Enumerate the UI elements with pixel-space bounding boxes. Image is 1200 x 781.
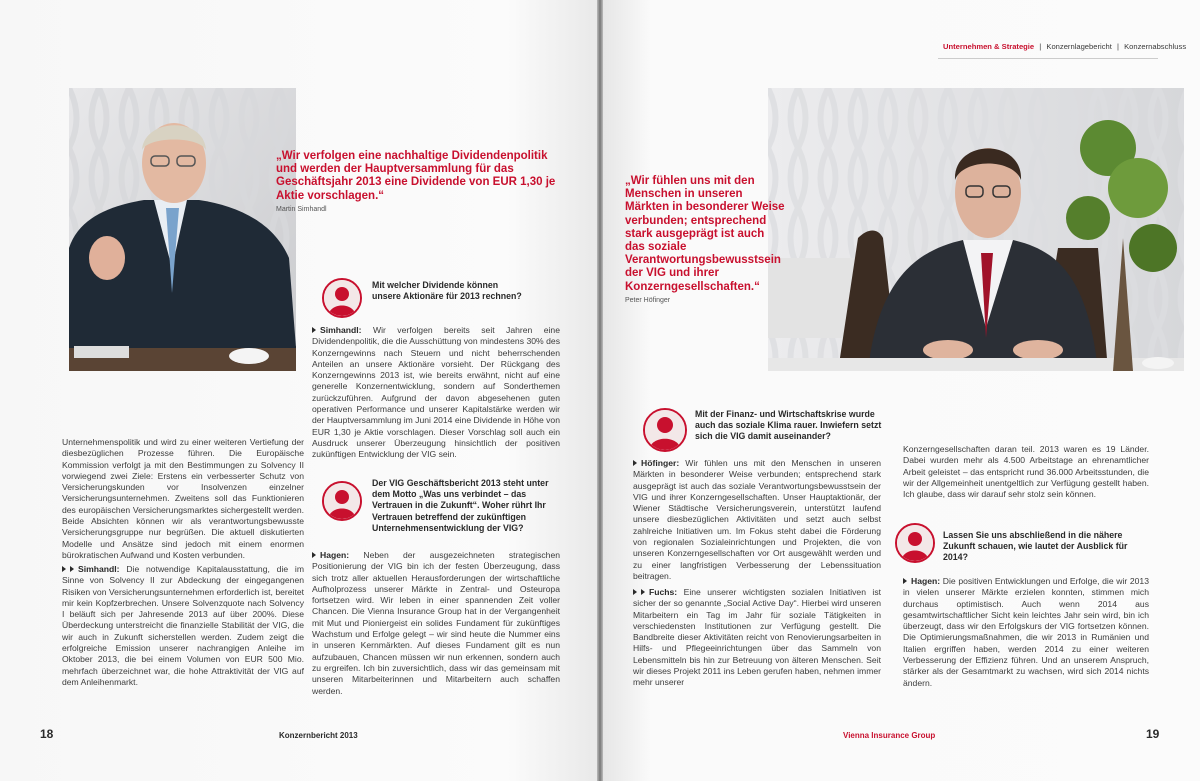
nav-rule <box>938 58 1158 59</box>
page-number: 19 <box>1146 727 1160 741</box>
page-number: 18 <box>40 727 54 741</box>
answer-simhandl-dividend <box>312 325 560 461</box>
question-trust: Der VIG Geschäftsbericht 2013 steht unter dem Motto „Was uns verbindet – das Vertrauen in die Zukunft“. Woher rührt Ihr Vertrauen betreffend der zukünftigen Unternehmensentwicklung der VIG? <box>372 478 549 533</box>
speaker-name: Simhandl: <box>320 325 362 335</box>
photo-martin-simhandl <box>69 88 296 371</box>
avatar-interviewer <box>322 278 362 318</box>
section-nav <box>943 42 1186 51</box>
answer-hoefinger-social <box>633 458 881 582</box>
question-social-climate: Mit der Finanz- und Wirtschaftskrise wurde auch das soziale Klima rauer. Inwiefern setzt sich die VIG damit auseinander? <box>695 409 882 442</box>
nav-item-statement[interactable]: Konzernabschluss <box>1124 42 1187 51</box>
answer-text: Wir verfolgen bereits seit Jahren eine Dividendenpolitik, die die Ausschüttung von mindestens 30% des Konzerngewinns nach Steuern und nicht beherrschenden Anteilen an unsere Aktionäre vorsieht. Der Rückgang des Konzerngewinns 2013 ist, wie bereits erwähnt, nicht auf eine generelle Konzernentwicklung, sondern auf Sonderthemen zurückzuführen. Aufgrund der davon abgesehenen guten operativen Performance und unserer Kapitalstärke werden wir der Hauptversammlung im Juni 2014 eine Dividende in Höhe von EUR 1,30 je Aktie vorschlagen. Dieser Vorschlag soll auch ein Ausdruck unserer Überzeugung hinsichtlich der positiven zukünftigen Entwicklung der VIG sein. <box>312 325 560 460</box>
nav-item-report[interactable]: Konzernlagebericht <box>1046 42 1112 51</box>
question-outlook-2014: Lassen Sie uns abschließend in die nähere Zukunft schauen, wie lautet der Ausblick für 2014? <box>943 530 1128 563</box>
avatar-interviewer-2 <box>895 523 935 563</box>
answer-hagen-trust <box>312 550 560 697</box>
bullet-arrow-icon <box>633 460 637 466</box>
pull-quote: „Wir fühlen uns mit den Menschen in unseren Märkten in besonderer Weise verbunden; entsprechend stark ausgeprägt ist auch das soziale Verantwortungsbewusstsein der VIG und ihrer Konzerngesellschaften.“ <box>625 175 785 293</box>
answer-fuchs-social <box>633 587 881 689</box>
speaker-name: Hagen: <box>320 550 350 560</box>
answer-text: Wir fühlen uns mit den Menschen in unseren Märkten in besonderer Weise verbunden; entsprechend stark ausgeprägt ist auch das soziale Verantwortungsbewusstsein der VIG und ihrer Konzerngesellschaften. Unser Hauptaktionär, der Wiener Städtische Versicherungsverein, unterstützt laufend unsere diesbezüglichen Aktivitäten und setzt auch selbst zahlreiche Initiativen um. Im Fokus steht dabei die Förderung von regionalen Sozialeinrichtungen und Projekten, die von unseren Konzerngesellschaften vor Ort ausgewählt werden und zu einer langfristigen Verbesserung der Lebenssituation beitragen. <box>633 458 881 581</box>
answer-text: Eine unserer wichtigsten sozialen Initiativen ist sicher der so genannte „Social Active Day“. Hierbei wird unseren Mitarbeitern ein Tag im Jahr für soziale Tätigkeiten in verschiedensten Institutionen zur Verfügung gestellt. Die Bandbreite dieser Aktivitäten reicht von Renovierungsarbeiten in Hilfs- und Pflegeeinrichtungen über das Sammeln von Lebensmitteln bis hin zur Betreuung von älteren Menschen. Seit wir dieses Projekt 2011 ins Leben gerufen haben, nehmen immer mehr unserer <box>633 587 882 688</box>
column-text-solvency <box>62 437 304 561</box>
bullet-arrow-icon <box>312 552 316 558</box>
left-page <box>0 0 597 781</box>
bullet-arrow-icon <box>903 578 907 584</box>
quote-block-hoefinger <box>625 175 785 304</box>
answer-text: Die positiven Entwicklungen und Erfolge, die wir 2013 in vielen unserer Märkte erzielen konnten, stimmen mich durchaus optimistisch. Auch wenn 2014 aus gesamtwirtschaftlicher Sicht kein leichtes Jahr sein wird, bin ich überzeugt, dass wir den Erfolgskurs der VIG fortsetzen können. Die Optimierungsmaßnahmen, die wir 2013 in Rumänien und Italien ergriffen haben, werden 2014 zu einer weiteren Verbesserung der Effizienz führen. Und an unserem Anspruch, stärker als der Gesamtmarkt zu wachsen, wird sich 2014 nichts ändern. <box>903 576 1149 688</box>
nav-separator: | <box>1039 42 1042 51</box>
avatar-interviewer-2 <box>322 481 362 521</box>
bullet-arrow-icon <box>633 589 637 595</box>
body-text: Konzerngesellschaften daran teil. 2013 waren es 19 Länder. Dabei wurden mehr als 4.500 Arbeitstage an ehrenamtlicher Arbeit geleistet – das entspricht rund 36.000 Arbeitsstunden, die wir der Allgemeinheit unentgeltlich zur Verfügung gestellt haben. Ich glaube, dass wir darauf sehr stolz sein können. <box>903 444 1149 500</box>
bullet-arrow-icon <box>62 566 66 572</box>
speaker-name: Hagen: <box>911 576 941 586</box>
quote-block-simhandl <box>276 150 566 213</box>
bullet-arrow-icon <box>70 566 74 572</box>
speaker-name: Simhandl: <box>78 564 120 574</box>
quote-author: Peter Höfinger <box>625 296 671 304</box>
photo-peter-hoefinger <box>768 88 1184 371</box>
question-dividend: Mit welcher Dividende können unsere Aktionäre für 2013 rechnen? <box>372 280 522 302</box>
bullet-arrow-icon <box>641 589 645 595</box>
quote-author: Martin Simhandl <box>276 205 327 213</box>
answer-simhandl-solvency <box>62 564 304 688</box>
pull-quote: „Wir verfolgen eine nachhaltige Dividendenpolitik und werden der Hauptversammlung für das Geschäftsjahr 2013 eine Dividende von EUR 1,30 je Aktie vorschlagen.“ <box>276 150 556 202</box>
answer-text: Die notwendige Kapitalausstattung, die im Sinne von Solvency II zur Abdeckung der eingegangenen Risiken von Versicherungsunternehmen erforderlich ist, bereitet mir kein Kopfzerbrechen. Unsere Solvenzquote nach Solvency I beläuft sich per Jahresende 2013 auf über 200%. Diese Überdeckung unterstreicht die finanzielle Stabilität der VIG, die wir auch in Zukunft sicherstellen werden. Zudem zeigt die erfolgreiche Emission unserer nachrangigen Anleihe im Oktober 2013, die bei einem Volumen von EUR 500 Mio. mehrfach überzeichnet war, die hohe Attraktivität der VIG auf dem Anleihenmarkt. <box>62 564 304 687</box>
footer-title: Konzernbericht 2013 <box>279 731 358 740</box>
avatar-interviewer <box>643 408 687 452</box>
bullet-arrow-icon <box>312 327 316 333</box>
speaker-name: Fuchs: <box>649 587 678 597</box>
nav-separator: | <box>1116 42 1119 51</box>
answer-text: Neben der ausgezeichneten strategischen Positionierung der VIG bin ich der festen Überzeugung, dass sich trotz aller aktuellen Herausforderungen der wirtschaftliche Aufholprozess unserer Märkte in Zentral- und Osteuropa fortsetzen wird. Wir leben in einer spannenden Zeit voller Chancen. Die Vienna Insurance Group hat in der Vergangenheit mit Mut und Pioniergeist ein solides Fundament für zukünftiges Wachstum und Erfolge gelegt – wir sind heute die Nummer eins in unseren Kernmärkten. Auf dieses Fundament gilt es nun aufzubauen, Chancen müssen wir nun erkennen, sondern auch zu ergreifen. Ich bin zuversichtlich, dass wir das gemeinsam mit unseren Mitarbeiterinnen und Mitarbeitern auch schaffen werden. <box>312 550 560 696</box>
nav-item-strategy[interactable]: Unternehmen & Strategie <box>943 42 1035 51</box>
speaker-name: Höfinger: <box>641 458 680 468</box>
footer-company: Vienna Insurance Group <box>843 731 936 740</box>
column-text-social-day <box>903 444 1149 500</box>
answer-hagen-outlook <box>903 576 1149 689</box>
body-text: Unternehmenspolitik und wird zu einer weiteren Vertiefung der diesbezüglichen Prozesse führen. Die Europäische Kommission verfolgt ja mit den Bestimmungen zu Solvency II vorwiegend zwei Ziele: Erstens ein verbesserter Schutz von Versicherungskunden vor Insolvenzen einzelner Versicherungsunternehmen. Zweitens soll das Funktionieren des europäischen Versicherungsmarktes sichergestellt werden. Beide Absichten können wir als verantwortungsbewusste Versicherungsgruppe nur begrüßen. Die aktuell diskutierten Modelle und Ansätze sind jedoch mit einem enormen bürokratischen Aufwand und Kosten verbunden. <box>62 437 304 560</box>
right-page <box>603 0 1200 781</box>
